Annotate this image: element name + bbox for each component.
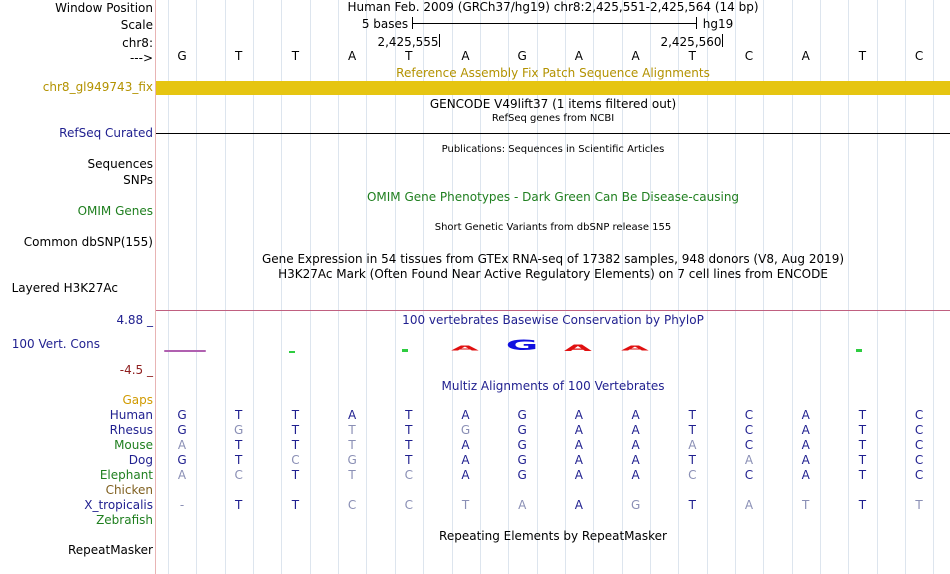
alignment-base: A	[574, 468, 583, 482]
species-xtropicalis-label[interactable]: X_tropicalis	[84, 498, 153, 512]
position-tick-label-1: 2,425,555	[377, 35, 439, 49]
alignment-base: G	[177, 423, 187, 437]
species-zebrafish-label[interactable]: Zebrafish	[96, 513, 153, 527]
reference-base: G	[177, 49, 187, 63]
alignment-base: C	[234, 468, 243, 482]
alignment-base: C	[914, 423, 924, 437]
phylop-title: 100 vertebrates Basewise Conservation by PhyloP	[402, 313, 704, 327]
alignment-base: T	[688, 453, 696, 467]
alignment-base: T	[348, 438, 356, 452]
window-position-label: Window Position	[55, 1, 153, 15]
alignment-base: A	[574, 408, 583, 422]
alignment-base: G	[177, 408, 187, 422]
sequences-label[interactable]: Sequences	[87, 157, 153, 171]
alignment-base: T	[858, 438, 867, 452]
alignment-base: T	[235, 438, 243, 452]
alignment-base: A	[631, 408, 640, 422]
scale-db-text: hg19	[702, 17, 734, 31]
alignment-base: T	[235, 453, 243, 467]
scale-bar-left-tick	[412, 17, 413, 29]
alignment-base: G	[517, 468, 527, 482]
alignment-base: T	[858, 423, 867, 437]
alignment-base: G	[234, 423, 244, 437]
fix-patch-title: Reference Assembly Fix Patch Sequence Alignments	[396, 66, 710, 80]
reference-base: T	[291, 49, 300, 63]
track-label-column	[0, 0, 155, 574]
refseq-gene-line[interactable]	[156, 133, 950, 134]
alignment-base: C	[914, 408, 924, 422]
alignment-base: T	[405, 423, 413, 437]
reference-base: T	[858, 49, 867, 63]
alignment-base: T	[915, 498, 923, 512]
alignment-base: T	[291, 498, 300, 512]
common-dbsnp-label[interactable]: Common dbSNP(155)	[23, 235, 153, 249]
alignment-base: A	[631, 453, 640, 467]
scale-label: Scale	[120, 18, 153, 32]
alignment-base: A	[574, 423, 583, 437]
scale-bar-right-tick	[696, 17, 697, 29]
alignment-base: T	[461, 498, 470, 512]
chrom-label: chr8:	[122, 36, 153, 50]
alignment-base: C	[404, 498, 413, 512]
phylop-logo[interactable]	[156, 338, 950, 354]
alignment-base: A	[801, 468, 810, 482]
alignment-base: T	[348, 423, 356, 437]
alignment-base: C	[291, 453, 300, 467]
species-rhesus-label[interactable]: Rhesus	[109, 423, 153, 437]
alignment-base: A	[801, 408, 810, 422]
reference-base: C	[744, 49, 754, 63]
alignment-base: G	[630, 498, 641, 512]
refseq-curated-label[interactable]: RefSeq Curated	[59, 126, 153, 140]
species-elephant-label[interactable]: Elephant	[99, 468, 153, 482]
alignment-base: T	[291, 408, 300, 422]
alignment-base: C	[914, 438, 924, 452]
alignment-base: A	[347, 408, 357, 422]
alignment-base: C	[744, 423, 754, 437]
repeatmasker-label[interactable]: RepeatMasker	[67, 543, 153, 557]
alignment-base: A	[801, 423, 810, 437]
alignment-base: C	[744, 408, 754, 422]
phylop-low-bar	[164, 350, 206, 352]
alignment-base: T	[348, 468, 356, 482]
alignment-base: G	[460, 423, 471, 437]
alignment-base: G	[517, 423, 527, 437]
gaps-label: Gaps	[122, 393, 153, 407]
reference-base: A	[631, 49, 640, 63]
alignment-base: C	[744, 438, 754, 452]
reference-base: G	[517, 49, 527, 63]
vert-cons-label[interactable]: 100 Vert. Cons	[11, 337, 100, 351]
alignment-base: T	[688, 498, 696, 512]
fix-patch-label[interactable]: chr8_gl949743_fix	[42, 80, 153, 94]
phylop-logo-letter: G	[505, 337, 539, 354]
phylop-logo-letter: A	[564, 343, 592, 353]
alignment-base: C	[914, 468, 924, 482]
alignment-base: A	[688, 438, 697, 452]
alignment-base: G	[517, 453, 527, 467]
alignment-base: A	[177, 438, 187, 452]
alignment-base: T	[405, 453, 413, 467]
alignment-base: A	[461, 408, 470, 422]
alignment-base: T	[688, 408, 696, 422]
alignment-base: A	[744, 498, 754, 512]
species-dog-label[interactable]: Dog	[128, 453, 153, 467]
phylop-snp-mark	[402, 349, 408, 352]
alignment-base: T	[802, 498, 810, 512]
alignment-base: T	[405, 408, 413, 422]
alignment-base: A	[801, 453, 810, 467]
multiz-title: Multiz Alignments of 100 Vertebrates	[441, 379, 665, 393]
gtex-title: Gene Expression in 54 tissues from GTEx RNA-seq of 17382 samples, 948 donors (V8, Aug 2019)	[261, 252, 845, 266]
dbsnp-title: Short Genetic Variants from dbSNP release 155	[434, 222, 672, 233]
omim-genes-label[interactable]: OMIM Genes	[77, 204, 153, 218]
assembly-position-text: Human Feb. 2009 (GRCh37/hg19) chr8:2,425,551-2,425,564 (14 bp)	[347, 0, 759, 14]
alignment-base: A	[631, 468, 640, 482]
strand-arrow-label[interactable]: --->	[129, 51, 153, 65]
alignment-base: A	[631, 423, 640, 437]
alignment-base: A	[744, 453, 754, 467]
species-human-label[interactable]: Human	[109, 408, 153, 422]
alignment-base: G	[517, 408, 527, 422]
position-tick-2	[722, 34, 723, 47]
alignment-base: T	[858, 408, 867, 422]
phylop-min-label: -4.5 _	[119, 363, 153, 377]
alignment-base: A	[177, 468, 187, 482]
publications-title: Publications: Sequences in Scientific Articles	[441, 144, 665, 155]
scale-bases-text: 5 bases	[361, 17, 409, 31]
fix-patch-alignment-bar[interactable]	[156, 81, 950, 95]
alignment-base: T	[858, 498, 867, 512]
reference-base: C	[914, 49, 924, 63]
alignment-base: T	[235, 498, 243, 512]
reference-base: A	[574, 49, 583, 63]
reference-base: A	[347, 49, 357, 63]
omim-title: OMIM Gene Phenotypes - Dark Green Can Be Disease-causing	[366, 190, 740, 204]
refseq-title: RefSeq genes from NCBI	[491, 113, 615, 124]
alignment-base: T	[291, 468, 300, 482]
alignment-base: T	[405, 438, 413, 452]
alignment-base: G	[177, 453, 187, 467]
alignment-base: A	[574, 438, 583, 452]
alignment-base: A	[801, 438, 810, 452]
phylop-snp-mark	[856, 349, 862, 352]
alignment-base: A	[518, 498, 527, 512]
alignment-base: T	[291, 438, 300, 452]
alignment-base: C	[404, 468, 413, 482]
reference-base: A	[801, 49, 810, 63]
alignment-base: C	[744, 468, 754, 482]
species-chicken-label[interactable]: Chicken	[105, 483, 153, 497]
layered-h3k27ac-label[interactable]: Layered H3K27Ac	[11, 281, 118, 295]
h3k27ac-title: H3K27Ac Mark (Often Found Near Active Regulatory Elements) on 7 cell lines from ENCODE	[278, 267, 828, 281]
reference-base: T	[688, 49, 696, 63]
alignment-base: A	[574, 453, 583, 467]
alignment-base: C	[914, 453, 924, 467]
phylop-logo-letter: A	[451, 343, 479, 353]
alignment-base: T	[688, 423, 696, 437]
repeatmasker-title: Repeating Elements by RepeatMasker	[439, 529, 667, 543]
alignment-base: C	[347, 498, 357, 512]
h3k27ac-baseline	[156, 310, 950, 311]
alignment-base: A	[461, 453, 470, 467]
species-mouse-label[interactable]: Mouse	[114, 438, 153, 452]
alignment-base: A	[574, 498, 583, 512]
alignment-base: A	[461, 468, 470, 482]
alignment-base: T	[235, 408, 243, 422]
alignment-base: G	[517, 438, 527, 452]
alignment-base: T	[858, 468, 867, 482]
alignment-base: T	[858, 453, 867, 467]
alignment-base: T	[291, 423, 300, 437]
position-tick-label-2: 2,425,560	[660, 35, 722, 49]
alignment-base: G	[347, 453, 357, 467]
alignment-base: A	[461, 438, 470, 452]
alignment-base: C	[688, 468, 697, 482]
gencode-title: GENCODE V49lift37 (1 items filtered out)	[429, 97, 677, 111]
phylop-max-label: 4.88 _	[116, 313, 153, 327]
phylop-logo-letter: A	[621, 343, 649, 353]
reference-base: T	[235, 49, 243, 63]
alignment-base: A	[631, 438, 640, 452]
position-tick-1	[439, 34, 440, 47]
reference-base: A	[461, 49, 470, 63]
alignment-base: -	[179, 498, 185, 512]
reference-base: T	[405, 49, 413, 63]
phylop-snp-mark	[289, 351, 295, 353]
scale-bar	[412, 23, 697, 24]
snps-label[interactable]: SNPs	[123, 173, 153, 187]
